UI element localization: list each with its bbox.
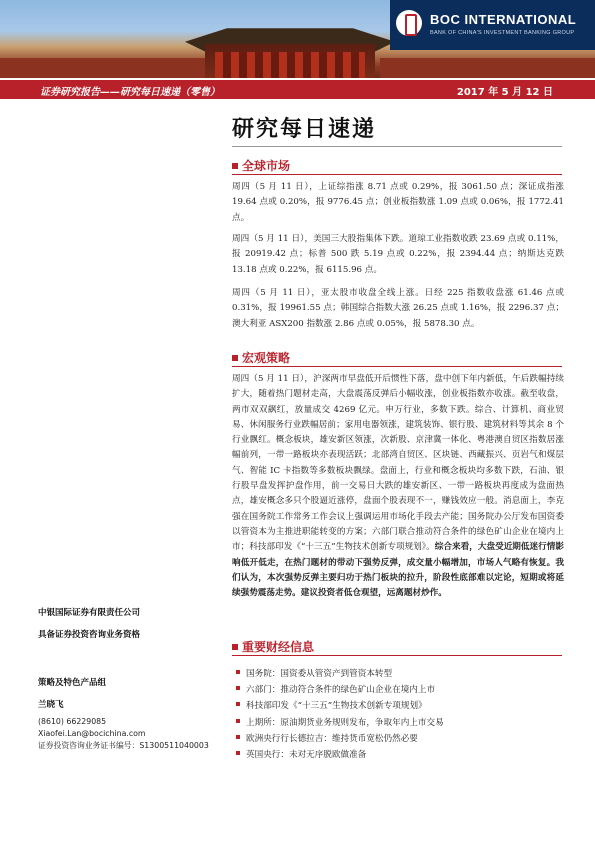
report-type: 证券研究报告——研究每日速递（零售） (40, 87, 220, 98)
bullet-icon (236, 670, 240, 674)
list-item: 欧洲央行行长德拉吉：维持货币宽松仍然必要 (236, 731, 566, 747)
report-date: 2017 年 5 月 12 日 (456, 87, 553, 98)
boc-logo-icon (396, 10, 422, 36)
analyst-phone: (8610) 66229085 (38, 717, 107, 726)
list-item: 英国央行：未对无序脱欧做准备 (236, 747, 566, 763)
bullet-icon (236, 751, 240, 755)
title-divider (232, 146, 562, 147)
section-divider-macro (232, 366, 562, 367)
brand-tagline: BANK OF CHINA'S INVESTMENT BANKING GROUP (430, 30, 575, 36)
palace-wall-left (0, 58, 210, 78)
page-title: 研究每日速递 (232, 116, 377, 142)
list-item: 六部门：推动符合条件的绿色矿山企业在境内上市 (236, 682, 566, 698)
macro-body: 周四（5 月 11 日），沪深两市早盘低开后惯性下落，盘中创下年内新低，午后跌幅持续扩大，随着热门题材走高，大盘震荡反弹后小幅收涨，创业板指数亦收涨。截至收盘，两市双双飙红，放量成交 4269 亿元。申万行业，多数下跌。综合、计算机、商业贸易、休闲服务行业跌幅居前；家用电器领涨，建筑装饰、银行股、建筑材料等其余 8 个行业飘红。概念板块，雄安新区领涨，次新股、京津冀一体化、粤港澳自贸区指数居涨幅前列，一带一路板块亦表现活跃；北部湾自贸区、区块链、西藏振兴、页岩气和煤层气、智能 IC 卡指数等多数板块飘绿。盘面上，行业和概念板块均多数下跌，石油、银行股早盘发挥护盘作用，前一交易日大跌的雄安新区、一带一路板块再度成为盘面热点，雄安概念多只个股逼近涨停，盘面个股表现不一，赚钱效应一般。消息面上，李克强在国务院工作常务工作会议上强调运用市场化手段去产能；国务院办公厅发布国资委以管资本为主推进职能转变的方案；六部门联合推动符合条件的绿色矿山企业在境内上市；科技部印发《“十三五”生物技术创新专项规划》。 (232, 374, 564, 553)
palace-wall-right (380, 58, 595, 78)
macro-paragraph (232, 372, 564, 601)
header-banner-image (0, 0, 595, 78)
bullet-icon (236, 735, 240, 739)
report-header-bar (0, 80, 595, 99)
brand-logo (390, 0, 595, 50)
global-paragraph-3: 周四（5 月 11 日），亚太股市收盘全线上涨。日经 225 指数收盘涨 61.46 点或 0.31%，报 19961.55 点；韩国综合指数大涨 26.25 点或 1.16%，报 2296.37 点；澳大利亚 ASX200 指数涨 2.86 点或 0.05%，报 5878.30 点。 (232, 288, 564, 329)
section-heading-news: 重要财经信息 (232, 638, 314, 655)
section-heading-macro: 宏观策略 (232, 349, 290, 366)
section-heading-global: 全球市场 (232, 157, 290, 174)
analyst-email[interactable]: Xiaofei.Lan@bocichina.com (38, 729, 146, 738)
global-paragraph-2: 周四（5 月 11 日），美国三大股指集体下跌。道琼工业指数收跌 23.69 点或 0.11%，报 20919.42 点；标普 500 跌 5.19 点或 0.22%，报 2394.44 点；纳斯达克跌 13.18 点或 0.22%，报 6115.96 点。 (232, 234, 564, 275)
palace-pillars (215, 52, 365, 78)
company-qualification: 具备证券投资咨询业务资格 (38, 630, 141, 640)
analyst-name: 兰晓飞 (38, 700, 64, 710)
bullet-icon (236, 702, 240, 706)
company-name: 中银国际证券有限责任公司 (38, 608, 141, 618)
section-divider-global (232, 174, 562, 175)
brand-name: BOC INTERNATIONAL (430, 12, 577, 27)
bullet-icon (236, 686, 240, 690)
section-divider-news (232, 655, 562, 656)
analyst-group: 策略及特色产品组 (38, 678, 107, 688)
analyst-license: 证券投资咨询业务证书编号：S1300511040003 (38, 741, 209, 750)
news-list (236, 666, 566, 763)
macro-conclusion: 综合来看，大盘受近期低迷行情影响低开低走，在热门题材的带动下强势反弹，成交量小幅增加，市场人气略有恢复。我们认为，本次强势反弹主要归功于热门板块的拉升，阶段性底部难以定论，短期或将延续强势震荡走势。建议投资者低仓观望，远离题材炒作。 (232, 542, 564, 599)
list-item: 上期所：原油期货业务规则发布，争取年内上市交易 (236, 715, 566, 731)
bullet-icon (236, 719, 240, 723)
list-item: 科技部印发《“十三五”生物技术创新专项规划》 (236, 698, 566, 714)
global-paragraph-1: 周四（5 月 11 日），上证综指涨 8.71 点或 0.29%，报 3061.50 点；深证成指涨 19.64 点或 0.20%，报 9776.45 点；创业板指数涨 1.09 点或 0.06%，报 1772.41 点。 (232, 182, 564, 223)
list-item: 国务院：国资委从管资产到管资本转型 (236, 666, 566, 682)
